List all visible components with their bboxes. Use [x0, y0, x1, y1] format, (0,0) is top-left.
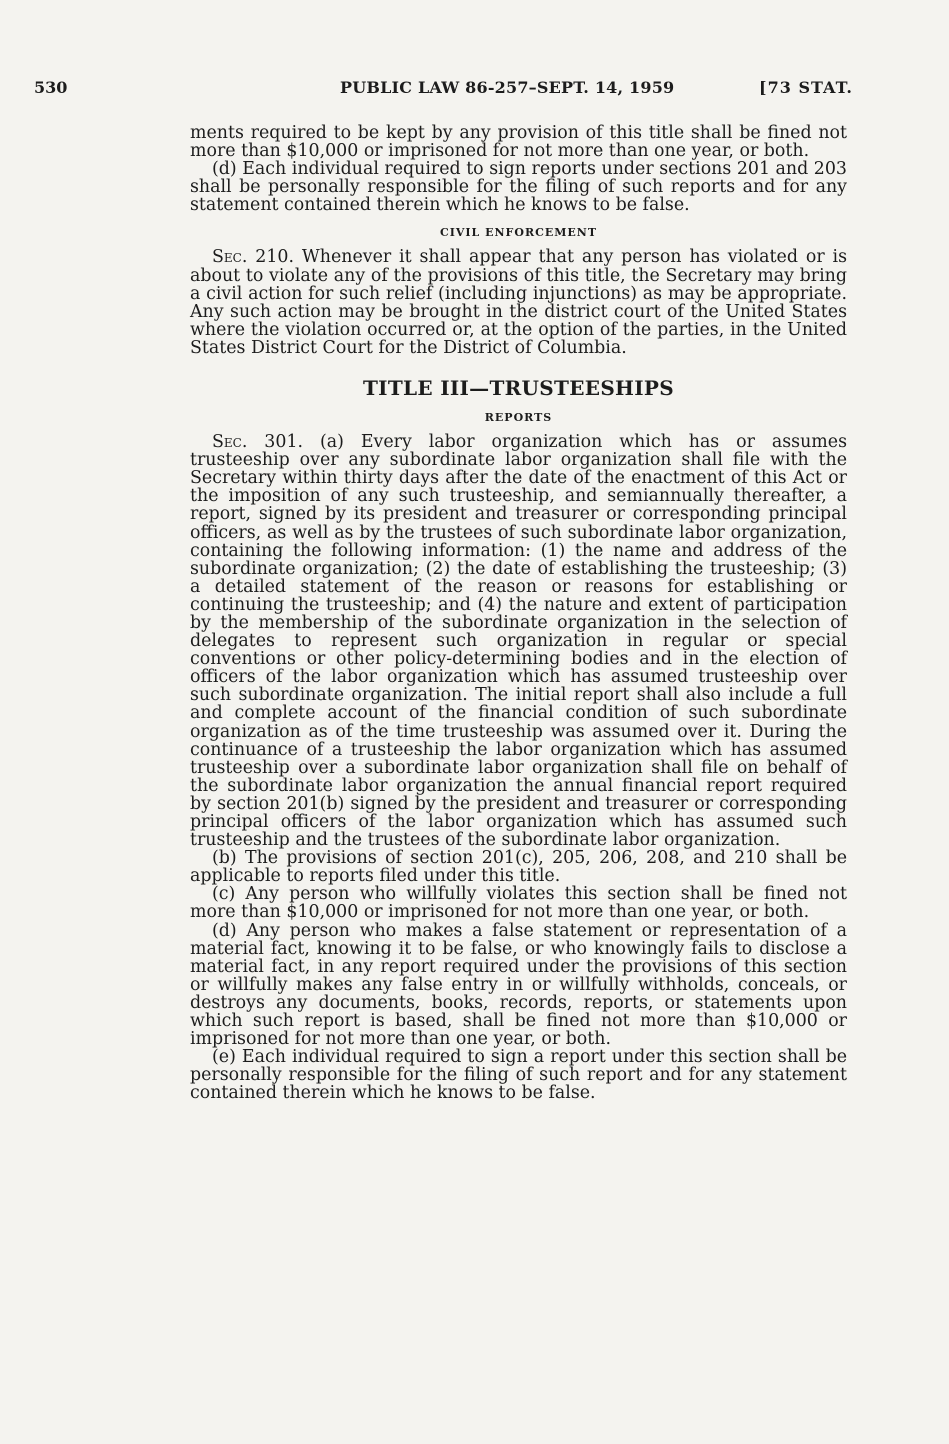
paragraph-sec-301-a [190, 433, 847, 849]
section-heading-reports: REPORTS [484, 411, 553, 425]
section-label-301: Sec. 301. [212, 432, 304, 453]
page-header [34, 78, 853, 102]
section-heading-civil-enforcement: CIVIL ENFORCEMENT [439, 226, 598, 240]
page-body [190, 124, 847, 1103]
paragraph-continued: ments required to be kept by any provision of this title shall be fined not more than $10,000 or imprisoned for not more than one year, or both. [190, 123, 847, 162]
paragraph-301-e: (e) Each individual required to sign a report under this section shall be personally responsible for the filing of such report and for any statement contained therein which he knows to be false. [190, 1047, 847, 1104]
paragraph-sec-210 [190, 248, 847, 357]
paragraph-209-d: (d) Each individual required to sign reports under sections 201 and 203 shall be personally responsible for the filing of such reports and for any statement contained therein which he knows to be false. [190, 159, 847, 216]
paragraph-301-d: (d) Any person who makes a false statement or representation of a material fact, knowing it to be false, or who knowingly fails to disclose a material fact, in any report required under the provisions of this section or willfully makes any false entry in or willfully withholds, conceals, or destroys any documents, books, records, reports, or statements upon which such report is based, shall be fined not more than $10,000 or imprisoned for not more than one year, or both. [190, 920, 847, 1050]
section-label-210: Sec. 210. [212, 247, 294, 268]
paragraph-301-b: (b) The provisions of section 201(c), 205, 206, 208, and 210 shall be applicable to reports filed under this title. [190, 848, 847, 887]
statute-reference: [73 STAT. [759, 78, 853, 97]
page-number: 530 [34, 78, 68, 97]
title-heading: TITLE III—TRUSTEESHIPS [363, 376, 674, 401]
section-text-301: (a) Every labor organization which has or assumes trusteeship over any subordinate labor organization shall file with the Secretary within thirty days after the date of the enactment of this Act or the imposition of any such trusteeship, and semiannually thereafter, a report, signed by its president and treasurer or corresponding principal officers, as well as by the trustees of such subordinate labor organization, containing the following information: (1) the name and address of the subordinate organization; (2) the date of establishing the trusteeship; (3) a detailed statement of the reason or reasons for establishing or continuing the trusteeship; and (4) the nature and extent of participation by the membership of the subordinate organization in the selection of delegates to represent such organization in regular or special conventions or other policy-determining bodies and in the election of officers of the labor organization which has assumed trusteeship over such subordinate organization. The initial report shall also include a full and complete account of the financial condition of such subordinate organization as of the time trusteeship was assumed over it. During the continuance of a trusteeship the labor organization which has assumed trusteeship over a subordinate labor organization shall file on behalf of the subordinate labor organization the annual financial report required by section 201(b) signed by the president and treasurer or corresponding principal officers of the labor organization which has assumed such trusteeship and the trustees of the subordinate labor organization. [190, 432, 847, 851]
section-text-210: Whenever it shall appear that any person has violated or is about to violate any of the provisions of this title, the Secretary may bring a civil action for such relief (including injunctions) as may be appropriate. Any such action may be brought in the district court of the United States where the violation occurred or, at the option of the parties, in the United States District Court for the District of Columbia. [190, 247, 847, 358]
running-title: PUBLIC LAW 86-257–SEPT. 14, 1959 [340, 78, 675, 97]
paragraph-301-c: (c) Any person who willfully violates this section shall be fined not more than $10,000 or imprisoned for not more than one year, or both. [190, 884, 847, 923]
